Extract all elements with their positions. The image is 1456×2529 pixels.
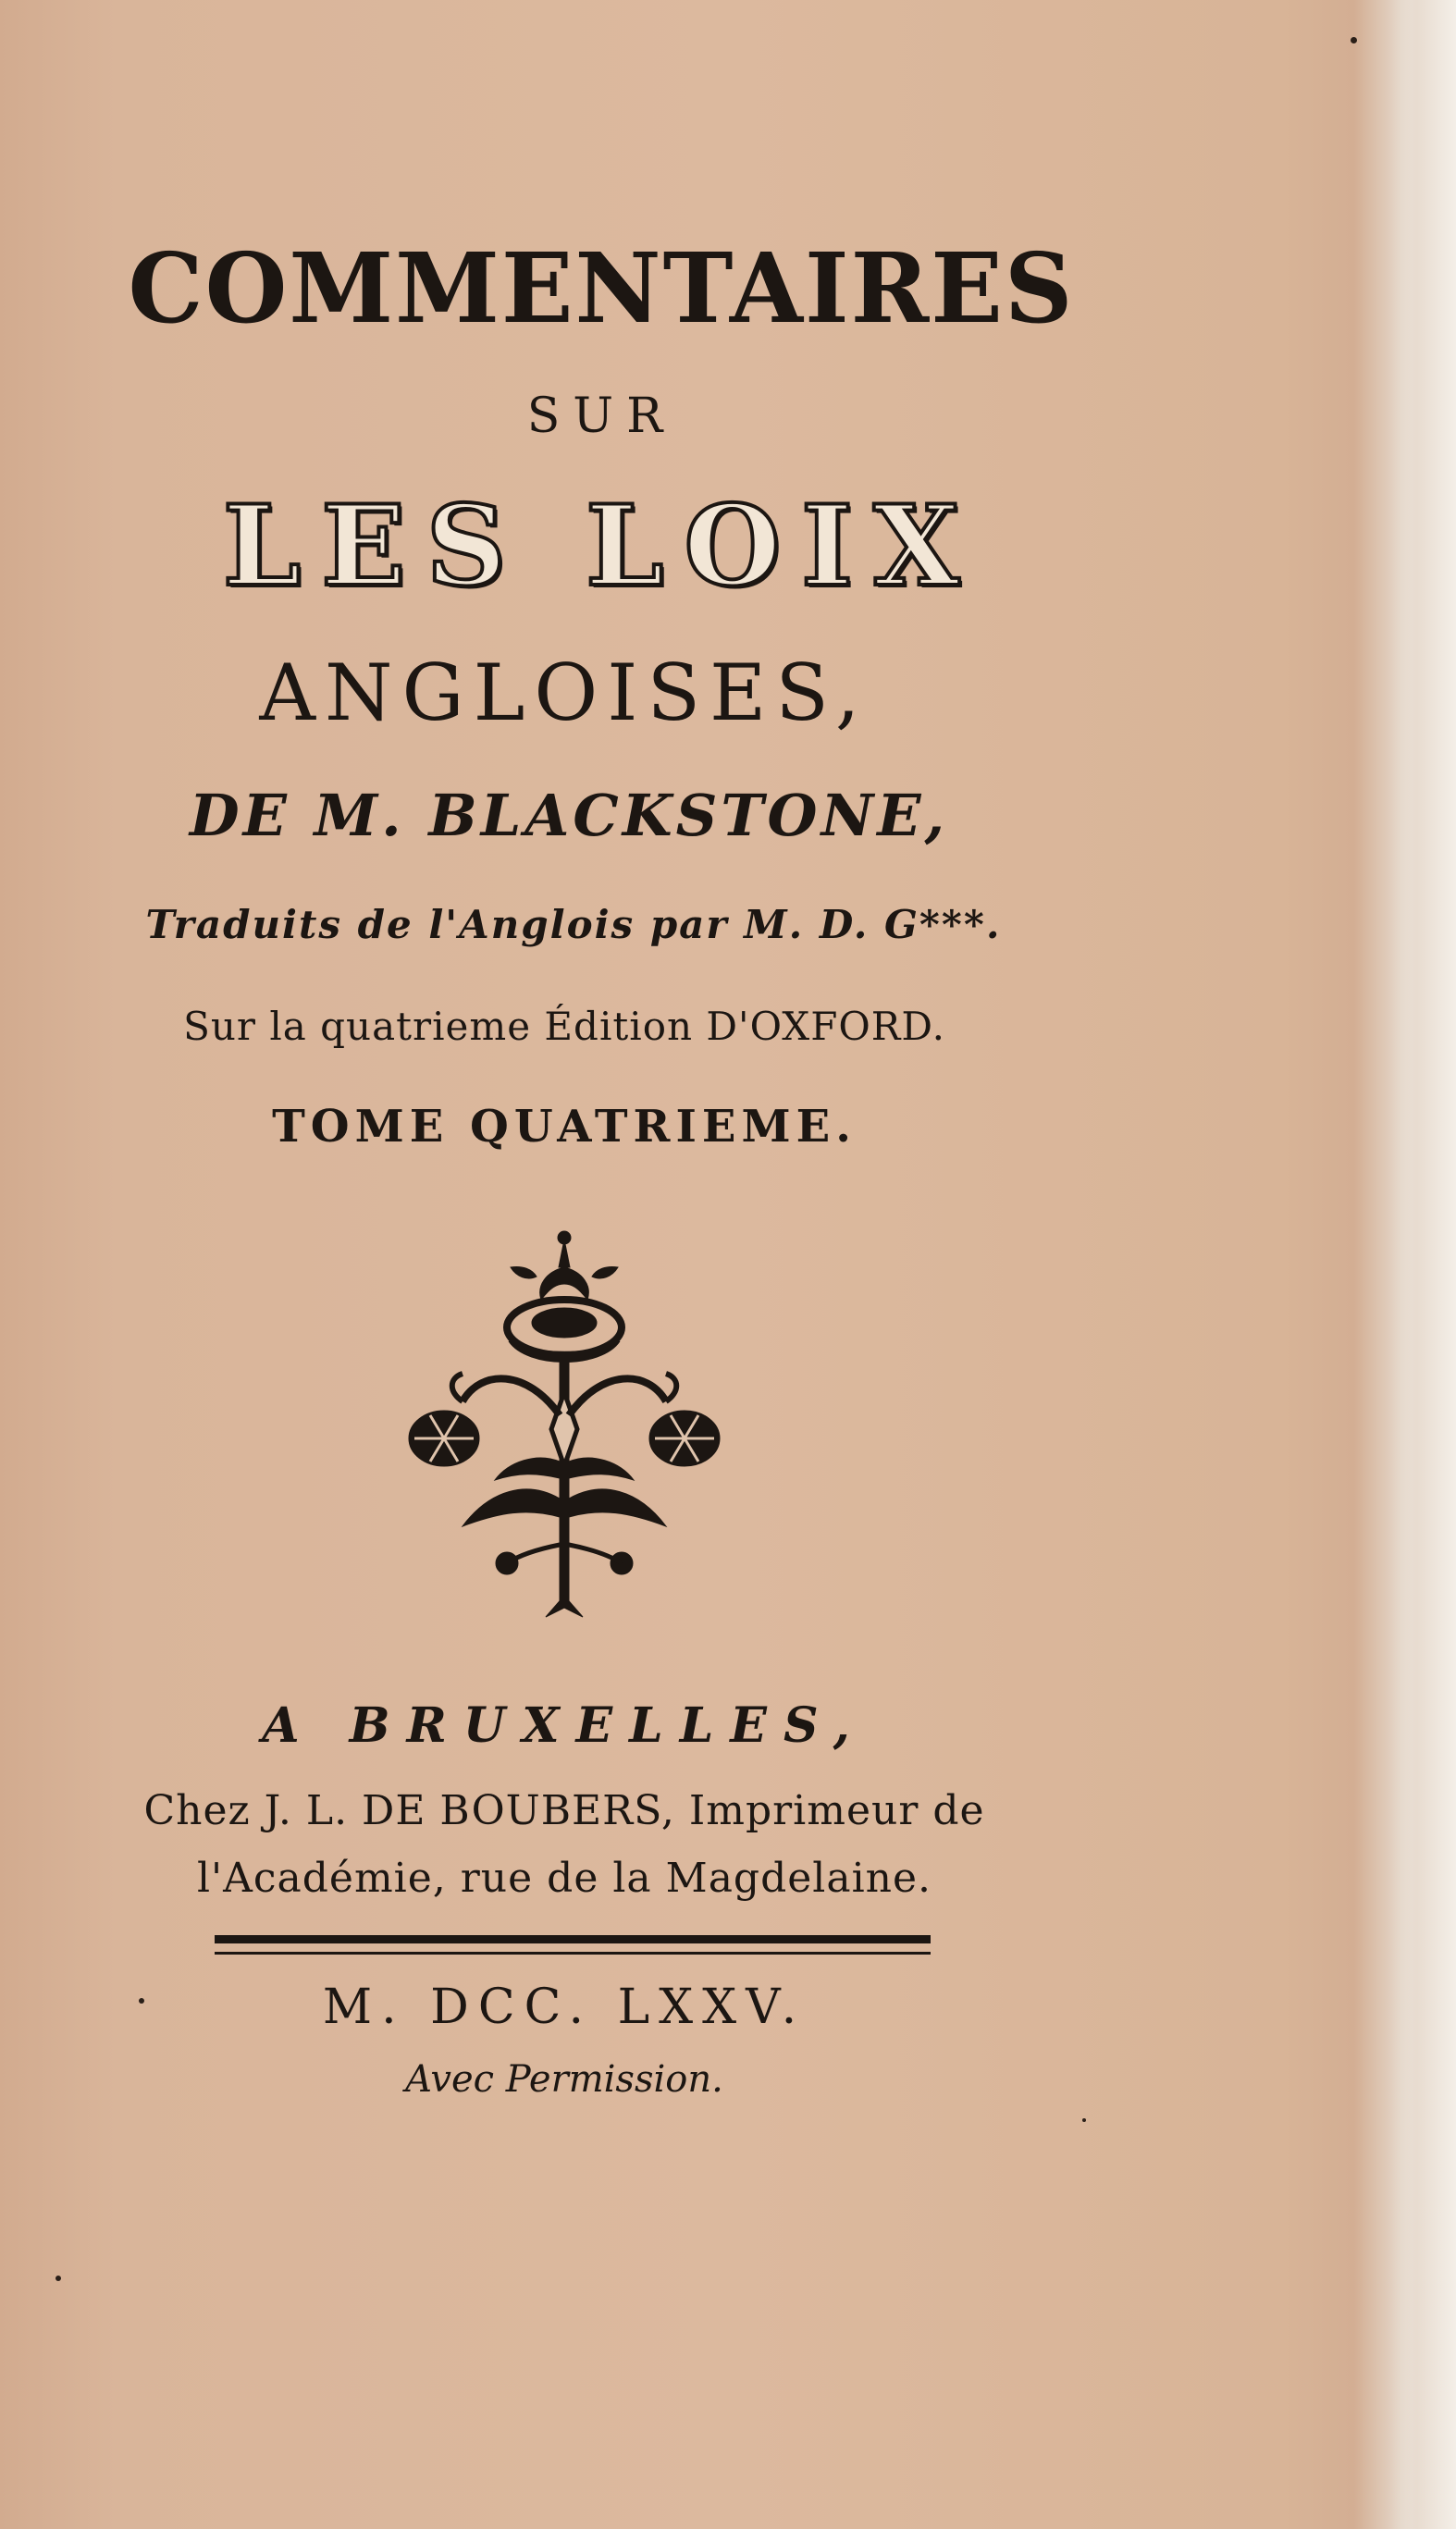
page-title: COMMENTAIRES [128,231,1075,345]
translator-line: Traduits de l'Anglois par M. D. G***. [145,902,1002,947]
imprint-city: A BRUXELLES, [262,1697,867,1754]
ink-speck [1082,2118,1086,2122]
rule-thin [215,1952,931,1955]
edition-line: Sur la quatrieme Édition D'OXFORD. [183,1004,945,1049]
double-rule-divider [215,1935,931,1963]
imprint-date: M. DCC. LXXV. [322,1980,807,2035]
imprint-publisher-line-2: l'Académie, rue de la Magdelaine. [196,1855,932,1902]
title-subject: ANGLOISES, [259,648,870,738]
title-connector: SUR [526,389,676,444]
author-line: DE M. BLACKSTONE, [189,782,949,849]
floral-ornament-icon [398,1230,731,1619]
imprint-permission: Avec Permission. [405,2058,723,2101]
ink-speck [56,2276,61,2281]
imprint-publisher-line-1: Chez J. L. DE BOUBERS, Imprimeur de [143,1787,985,1834]
volume-line: TOME QUATRIEME. [272,1101,857,1153]
rule-thick [215,1935,931,1943]
ink-speck [1351,37,1357,43]
page-edge [1391,0,1456,2529]
title-main: LES LOIX [222,481,981,611]
